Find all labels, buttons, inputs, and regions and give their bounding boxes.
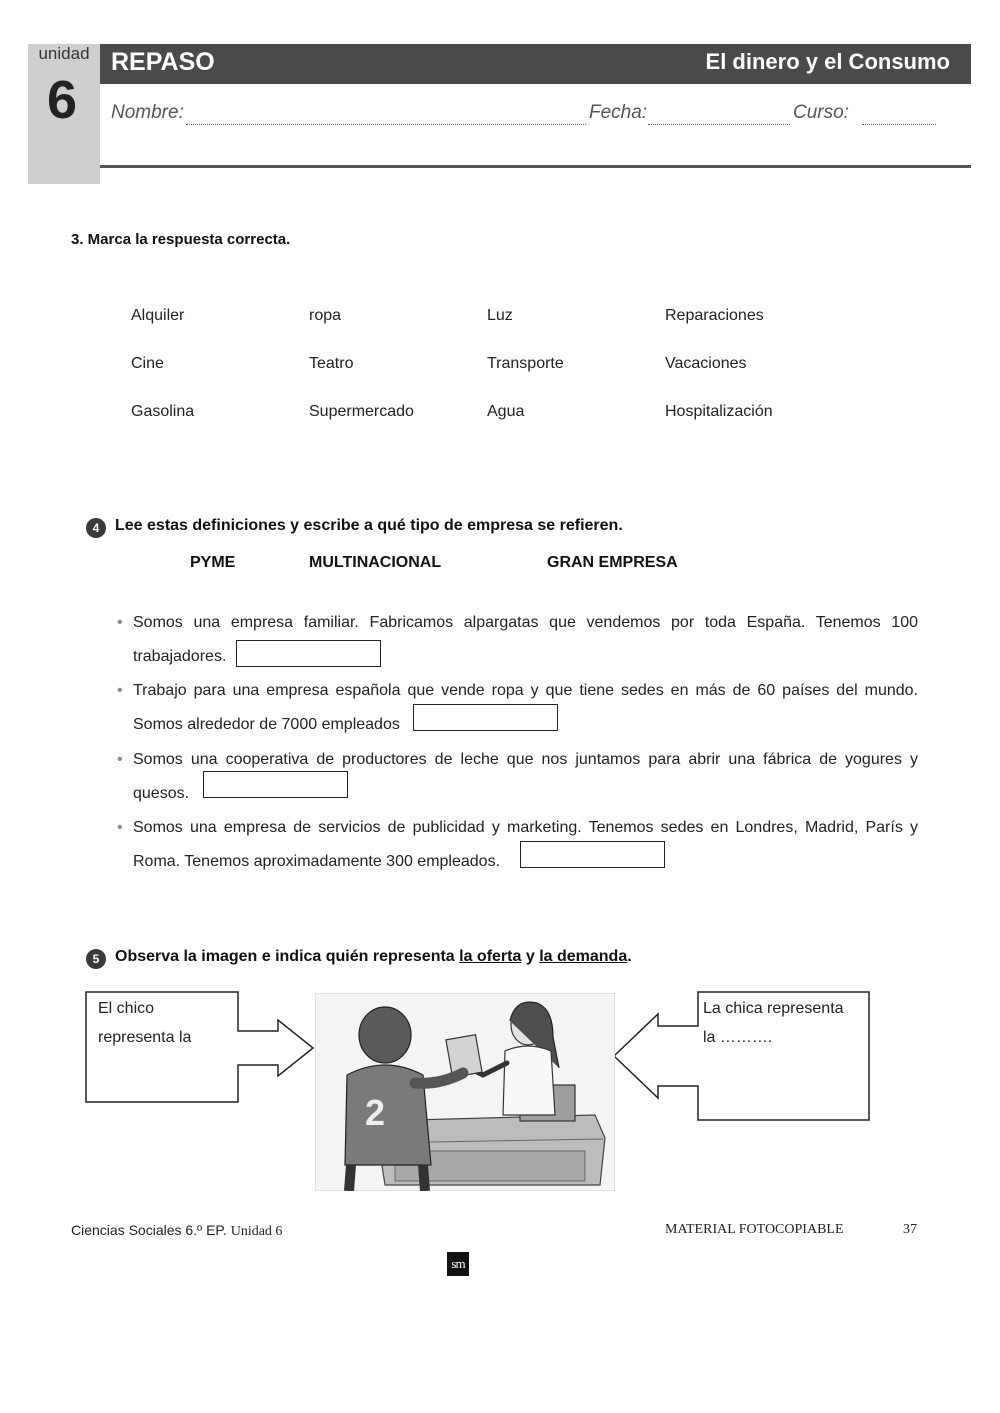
date-label: Fecha: — [589, 102, 648, 123]
option-word[interactable]: Hospitalización — [665, 403, 773, 420]
demanda-term: la demanda — [539, 948, 628, 965]
unit-number: 6 — [46, 70, 78, 130]
option-word[interactable]: Supermercado — [309, 403, 414, 420]
footer-book: Ciencias Sociales 6.º EP. Unidad 6 — [71, 1222, 283, 1239]
definition-text: Somos una cooperativa de productores de leche que nos juntamos para abrir una fábrica de yogures y — [133, 751, 918, 768]
bullet-icon: • — [117, 819, 123, 836]
sm-logo: sm — [447, 1252, 469, 1276]
option-word[interactable]: Luz — [487, 307, 513, 324]
answer-box[interactable] — [520, 841, 665, 868]
option-word[interactable]: Reparaciones — [665, 307, 764, 324]
answer-box[interactable] — [413, 704, 558, 731]
section3-title: 3. Marca la respuesta correcta. — [71, 231, 291, 248]
svg-text:2: 2 — [365, 1092, 386, 1133]
page-title: REPASO — [111, 48, 215, 76]
definition-text: Somos alrededor de 7000 empleados — [133, 716, 400, 733]
right-callout-text: la ………. — [703, 1029, 773, 1046]
section4-title: Lee estas definiciones y escribe a qué tipo de empresa se refieren. — [115, 517, 623, 534]
definition-text: Trabajo para una empresa española que vende ropa y que tiene sedes en más de 60 países del mundo. — [133, 682, 918, 699]
shop-illustration — [315, 993, 615, 1191]
date-field[interactable] — [648, 104, 790, 125]
answer-box[interactable] — [203, 771, 348, 798]
left-callout-text: El chico — [98, 1000, 155, 1017]
definition-text: quesos. — [133, 785, 190, 802]
course-label: Curso: — [793, 102, 849, 123]
section4-number-badge: 4 — [86, 518, 106, 538]
section5-number-badge: 5 — [86, 949, 106, 969]
bullet-icon: • — [117, 682, 123, 699]
option-word[interactable]: Alquiler — [131, 307, 185, 324]
header-divider — [100, 165, 971, 168]
answer-box[interactable] — [236, 640, 381, 667]
oferta-term: la oferta — [459, 948, 522, 965]
definition-text: Somos una empresa familiar. Fabricamos alpargatas que vendemos por toda España. Tenemos 100 — [133, 614, 918, 631]
option-word[interactable]: ropa — [309, 307, 342, 324]
right-callout-text: La chica representa — [703, 1000, 844, 1017]
course-field[interactable] — [862, 104, 936, 125]
bullet-icon: • — [117, 751, 123, 768]
company-type-option: GRAN EMPRESA — [547, 554, 678, 571]
option-word[interactable]: Vacaciones — [665, 355, 747, 372]
definition-text: Somos una empresa de servicios de publicidad y marketing. Tenemos sedes en Londres, Madrid, París y — [133, 819, 918, 836]
page-subtitle: El dinero y el Consumo — [705, 49, 950, 74]
bullet-icon: • — [117, 614, 123, 631]
option-word[interactable]: Teatro — [309, 355, 354, 372]
footer-material: MATERIAL FOTOCOPIABLE — [665, 1222, 844, 1237]
name-label: Nombre: — [111, 102, 184, 123]
company-type-option: PYME — [190, 554, 236, 571]
definition-text: trabajadores. — [133, 648, 227, 665]
name-field[interactable] — [186, 104, 586, 125]
option-word[interactable]: Transporte — [487, 355, 564, 372]
unit-label: unidad — [38, 44, 90, 63]
option-word[interactable]: Cine — [131, 355, 164, 372]
option-word[interactable]: Agua — [487, 403, 525, 420]
definition-text: Roma. Tenemos aproximadamente 300 empleados. — [133, 853, 501, 870]
company-type-option: MULTINACIONAL — [309, 554, 442, 571]
left-callout-text: representa la — [98, 1029, 192, 1046]
option-word[interactable]: Gasolina — [131, 403, 195, 420]
page-number: 37 — [903, 1222, 917, 1237]
section5-title: Observa la imagen e indica quién representa la oferta y la demanda. — [115, 948, 632, 965]
